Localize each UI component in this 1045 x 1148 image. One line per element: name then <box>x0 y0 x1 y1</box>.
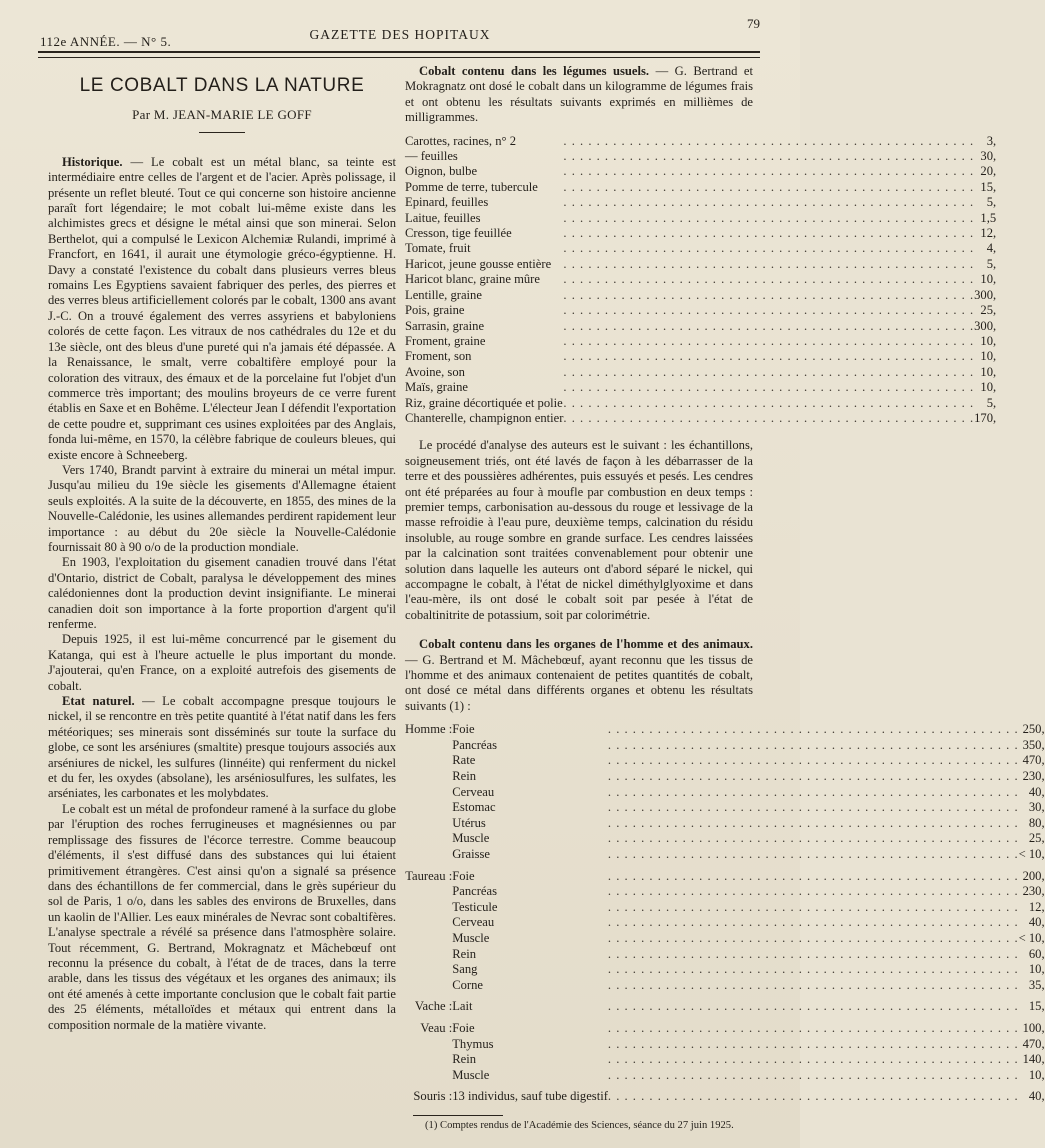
legume-name: Lentille, graine <box>405 287 482 302</box>
legume-value: 170, <box>974 410 997 425</box>
legume-row <box>405 272 996 287</box>
legume-value: 10, <box>980 380 997 395</box>
organ-value: 40, <box>1028 784 1045 799</box>
legume-row <box>405 164 996 179</box>
leader-dots: . . . . . . . . . . . . . . . . . . . . . . . . . . . . . . . . . . . . . . . . . . . . . . . . . . <box>607 915 1019 930</box>
organ-row <box>405 785 1045 801</box>
legume-row <box>405 195 996 210</box>
leader-dots: . . . . . . . . . . . . . . . . . . . . . . . . . . . . . . . . . . . . . . . . . . . . . . . . . . <box>607 962 1019 977</box>
organ-value: 35, <box>1028 977 1045 992</box>
legume-value: 25, <box>980 303 997 318</box>
legume-name: Tomate, fruit <box>405 241 471 256</box>
legume-row <box>405 180 996 195</box>
organ-group: Veau : <box>420 1020 453 1035</box>
leader-dots: . . . . . . . . . . . . . . . . . . . . . . . . . . . . . . . . . . . . . . . . . . . . . . . . . . <box>607 1036 1019 1051</box>
leader-dots: . . . . . . . . . . . . . . . . . . . . . . . . . . . . . . . . . . . . . . . . . . . . . . . . . . <box>607 977 1019 992</box>
legume-name: Epinard, feuilles <box>405 195 489 210</box>
historique-paragraph-4: Depuis 1925, il est lui-même concurrencé par le gisement du Katanga, qui est à l'heure actuelle le plus important du monde. J'ajouterai, qu'en France, on a exploité autrefois des gisements de cobalt. <box>48 632 396 693</box>
organ-value: 10, <box>1028 1067 1045 1082</box>
procede-paragraph: Le procédé d'analyse des auteurs est le suivant : les échantillons, soigneusement triés, ont été lavés de façon à les débarrasser de la terre et des poussières adhérentes, puis essuyés et pesés. Les cendres ont été préparées au four à moufle par combustion en deux temps : premier temps, carbonisation au-dessous du rouge et lessivage de la masse refroidie à l'eau pure, deuxième temps, calcination du résidu insoluble, au rouge sombre en grande surface. Les cendres laissées par la calcination sont traitées convenablement pour obtenir une solution dans laquelle les auteurs ont d'abord séparé le nickel, qui accompagne le cobalt, à l'état de nickel diméthylglyoxime et dans l'eau-mère, ils ont dosé le cobalt soit par pesée à l'état de cobaltinitrite de potassium, soit par colorimétrie. <box>405 438 753 622</box>
footnote-rule <box>413 1115 503 1116</box>
leader-dots: . . . . . . . . . . . . . . . . . . . . . . . . . . . . . . . . . . . . . . . . . . . . . . . . . . <box>607 769 1019 784</box>
legume-value: 5, <box>986 195 997 210</box>
etat-text-1: — Le cobalt accompagne presque toujours le nickel, il se rencontre en très petite quantité à l'état natif dans les fers météoriques; ses minerais sont disséminés sur toute la surface du globe, ce sont les arséniures (smaltite) presque toujours associés aux arséniures de nickel, les sulfures (linnéite) qui renferment du nickel et du fer, les oxydes (absolane), les arséniosulfures, les sulfates, les arséniates, les carbonates et les molybdates. <box>48 694 396 801</box>
leader-dots: . . . . . . . . . . . . . . . . . . . . . . . . . . . . . . . . . . . . . . . . . . . . . . . . . . <box>563 241 975 256</box>
organ-row <box>405 863 1045 885</box>
organ-row <box>405 947 1045 963</box>
article-title: LE COBALT DANS LA NATURE <box>79 75 365 96</box>
organ-row <box>405 1037 1045 1053</box>
organ-group <box>405 800 452 816</box>
organ-group <box>405 1068 452 1084</box>
header-rule-thin <box>38 57 760 58</box>
article-author: Par M. JEAN-MARIE LE GOFF <box>132 107 312 123</box>
organ-group <box>405 1037 452 1053</box>
organ-row <box>405 931 1045 947</box>
journal-title: GAZETTE DES HOPITAUX <box>309 27 491 42</box>
leader-dots: . . . . . . . . . . . . . . . . . . . . . . . . . . . . . . . . . . . . . . . . . . . . . . . . . . <box>563 133 975 148</box>
organ-row <box>405 915 1045 931</box>
organ-group <box>405 847 452 863</box>
leader-dots: . . . . . . . . . . . . . . . . . . . . . . . . . . . . . . . . . . . . . . . . . . . . . . . . . . <box>607 868 1019 883</box>
organes-intro-text: — G. Bertrand et M. Mâchebœuf, ayant reconnu que les tissus de l'homme et des animaux contenaient de petites quantités de cobalt, ont dosé ce métal dans différents organes et obtenu les résultats suivants (1) : <box>405 652 753 713</box>
leader-dots: . . . . . . . . . . . . . . . . . . . . . . . . . . . . . . . . . . . . . . . . . . . . . . . . . . <box>563 364 975 379</box>
legume-value: 10, <box>980 349 997 364</box>
organ-value: 470, <box>1022 753 1045 768</box>
organ-name: Rein <box>452 1052 477 1067</box>
legume-name: — feuilles <box>405 149 458 164</box>
leader-dots: . . . . . . . . . . . . . . . . . . . . . . . . . . . . . . . . . . . . . . . . . . . . . . . . . . <box>607 1052 1019 1067</box>
legume-row <box>405 411 996 426</box>
organ-name: Sang <box>452 962 478 977</box>
organ-name: 13 individus, sauf tube digestif <box>452 1089 608 1104</box>
organ-value: 40, <box>1028 1089 1045 1104</box>
leader-dots: . . . . . . . . . . . . . . . . . . . . . . . . . . . . . . . . . . . . . . . . . . . . . . . . . . <box>607 800 1019 815</box>
organ-row <box>405 738 1045 754</box>
organ-group <box>405 769 452 785</box>
legume-value: 20, <box>980 164 997 179</box>
legume-row <box>405 303 996 318</box>
organ-value: 470, <box>1022 1036 1045 1051</box>
organ-row <box>405 1068 1045 1084</box>
organ-group <box>405 915 452 931</box>
organ-value: 60, <box>1028 946 1045 961</box>
leader-dots: . . . . . . . . . . . . . . . . . . . . . . . . . . . . . . . . . . . . . . . . . . . . . . . . . . <box>607 899 1019 914</box>
leader-dots: . . . . . . . . . . . . . . . . . . . . . . . . . . . . . . . . . . . . . . . . . . . . . . . . . . <box>563 410 975 425</box>
section-heading-organes: Cobalt contenu dans les organes de l'homme et des animaux. <box>419 637 753 652</box>
etat-paragraph-2: Le cobalt est un métal de profondeur ramené à la surface du globe par l'éruption des roches ferrugineuses et magnésiennes ou par remplissage des fissures de l'écorce terrestre. Comme beaucoup d'éléments, il s'est diffusé dans des substances qui lui étaient primitivement étrangères. C'est ainsi qu'on a signalé sa présence dans des échantillons de fer commercial, dans le grès supérieur du sol de Paris, 1 o/o, dans les sables des environs de Bruxelles, dans un kaolin de l'Allier. Les eaux minérales de Nevrac sont cobaltifères. L'analyse spectrale a révélé sa présence dans l'atmosphère solaire. Tout récemment, G. Bertrand, Mokragnatz et Mâchebœuf ont reconnu la présence du cobalt, à l'état de de traces, dans la terre arable, dans les tissus des végétaux et les organes des animaux; ils ont été amenés à cette importante conclusion que le cobalt fait partie des 25 éléments, métalloïdes et métaux qui entrent dans la composition normale de la matière vivante. <box>48 801 396 1032</box>
organ-group <box>405 947 452 963</box>
legume-name: Froment, graine <box>405 333 486 348</box>
legume-value: 12, <box>980 226 997 241</box>
organ-value: 200, <box>1022 868 1045 883</box>
section-heading-etat-naturel: Etat naturel. <box>62 694 135 709</box>
legume-row <box>405 149 996 164</box>
organ-name: Muscle <box>452 1067 490 1082</box>
organ-name: Lait <box>452 999 473 1014</box>
leader-dots: . . . . . . . . . . . . . . . . . . . . . . . . . . . . . . . . . . . . . . . . . . . . . . . . . . <box>607 999 1019 1014</box>
legume-row <box>405 134 996 149</box>
section-heading-historique: Historique. <box>62 154 123 169</box>
organ-value: 10, <box>1028 962 1045 977</box>
leader-dots: . . . . . . . . . . . . . . . . . . . . . . . . . . . . . . . . . . . . . . . . . . . . . . . . . . <box>607 847 1019 861</box>
legume-row <box>405 365 996 380</box>
legume-name: Cresson, tige feuillée <box>405 226 512 241</box>
leader-dots: . . . . . . . . . . . . . . . . . . . . . . . . . . . . . . . . . . . . . . . . . . . . . . . . . . <box>607 784 1019 799</box>
organ-group <box>405 884 452 900</box>
organ-group: Taureau : <box>405 868 453 883</box>
legume-row <box>405 349 996 364</box>
organ-name: Foie <box>452 868 475 883</box>
legume-value: 4, <box>986 241 997 256</box>
right-column <box>405 64 1045 1133</box>
legume-row <box>405 288 996 303</box>
organ-name: Testicule <box>452 899 498 914</box>
legume-row <box>405 241 996 256</box>
legume-row <box>405 257 996 272</box>
leader-dots: . . . . . . . . . . . . . . . . . . . . . . . . . . . . . . . . . . . . . . . . . . . . . . . . . . <box>607 815 1019 830</box>
organ-group: Souris : <box>413 1089 453 1104</box>
legume-value: 300, <box>974 287 997 302</box>
legumes-table <box>405 134 996 427</box>
organ-group <box>405 900 452 916</box>
organ-name: Rate <box>452 753 476 768</box>
organ-value: < 10, <box>1018 847 1045 861</box>
organ-row <box>405 831 1045 847</box>
legume-name: Pois, graine <box>405 303 465 318</box>
legume-name: Pomme de terre, tubercule <box>405 179 538 194</box>
organ-value: 15, <box>1028 999 1045 1014</box>
organ-group: Vache : <box>414 999 453 1014</box>
organ-group <box>405 962 452 978</box>
page-number: 79 <box>747 16 760 31</box>
section-heading-legumes: Cobalt contenu dans les légumes usuels. <box>419 64 650 78</box>
organ-name: Thymus <box>452 1036 494 1051</box>
organ-name: Foie <box>452 722 475 737</box>
organ-group <box>405 1052 452 1068</box>
organ-value: 230, <box>1022 884 1045 899</box>
organ-row <box>405 769 1045 785</box>
etat-paragraph-1 <box>48 694 396 802</box>
leader-dots: . . . . . . . . . . . . . . . . . . . . . . . . . . . . . . . . . . . . . . . . . . . . . . . . . . <box>607 946 1019 961</box>
legume-row <box>405 226 996 241</box>
legume-value: 1,5 <box>980 210 997 225</box>
leader-dots: . . . . . . . . . . . . . . . . . . . . . . . . . . . . . . . . . . . . . . . . . . . . . . . . . . <box>563 179 975 194</box>
leader-dots: . . . . . . . . . . . . . . . . . . . . . . . . . . . . . . . . . . . . . . . . . . . . . . . . . . <box>607 722 1019 737</box>
legume-value: 15, <box>980 179 997 194</box>
legume-value: 5, <box>986 395 997 410</box>
organes-table <box>405 722 1045 1105</box>
leader-dots: . . . . . . . . . . . . . . . . . . . . . . . . . . . . . . . . . . . . . . . . . . . . . . . . . . <box>607 930 1019 945</box>
legume-row <box>405 334 996 349</box>
organ-name: Utérus <box>452 815 486 830</box>
leader-dots: . . . . . . . . . . . . . . . . . . . . . . . . . . . . . . . . . . . . . . . . . . . . . . . . . . <box>563 210 975 225</box>
historique-paragraph-2: Vers 1740, Brandt parvint à extraire du minerai un métal impur. Jusqu'au milieu du 19e siècle les gisements d'Allemagne étaient seuls exploités. A la suite de la découverte, en 1855, des mines de la Nouvelle-Calédonie, les usines allemandes perdirent rapidement leur importance : au début du 20e siècle la Nouvelle-Calédonie fournissait 80 à 90 o/o de la production mondiale. <box>48 462 396 554</box>
legume-name: Sarrasin, graine <box>405 318 485 333</box>
organ-value: 100, <box>1022 1020 1045 1035</box>
legume-value: 3, <box>986 133 997 148</box>
organ-row <box>405 993 1045 1015</box>
leader-dots: . . . . . . . . . . . . . . . . . . . . . . . . . . . . . . . . . . . . . . . . . . . . . . . . . . <box>607 831 1019 846</box>
leader-dots: . . . . . . . . . . . . . . . . . . . . . . . . . . . . . . . . . . . . . . . . . . . . . . . . . . <box>563 380 975 395</box>
leader-dots: . . . . . . . . . . . . . . . . . . . . . . . . . . . . . . . . . . . . . . . . . . . . . . . . . . <box>563 149 975 164</box>
legume-value: 300, <box>974 318 997 333</box>
organ-row <box>405 884 1045 900</box>
organ-group <box>405 785 452 801</box>
leader-dots: . . . . . . . . . . . . . . . . . . . . . . . . . . . . . . . . . . . . . . . . . . . . . . . . . . <box>563 349 975 364</box>
legume-name: Froment, son <box>405 349 472 364</box>
organ-group <box>405 738 452 754</box>
legume-value: 10, <box>980 333 997 348</box>
leader-dots: . . . . . . . . . . . . . . . . . . . . . . . . . . . . . . . . . . . . . . . . . . . . . . . . . . <box>607 1089 1019 1104</box>
legume-name: Haricot blanc, graine mûre <box>405 272 540 287</box>
organ-row <box>405 978 1045 994</box>
leader-dots: . . . . . . . . . . . . . . . . . . . . . . . . . . . . . . . . . . . . . . . . . . . . . . . . . . <box>563 272 975 287</box>
leader-dots: . . . . . . . . . . . . . . . . . . . . . . . . . . . . . . . . . . . . . . . . . . . . . . . . . . <box>563 195 975 210</box>
organ-group <box>405 753 452 769</box>
legume-name: Chanterelle, champignon entier <box>405 410 564 425</box>
organ-value: 250, <box>1022 722 1045 737</box>
leader-dots: . . . . . . . . . . . . . . . . . . . . . . . . . . . . . . . . . . . . . . . . . . . . . . . . . . <box>607 1020 1019 1035</box>
organ-name: Rein <box>452 946 477 961</box>
leader-dots: . . . . . . . . . . . . . . . . . . . . . . . . . . . . . . . . . . . . . . . . . . . . . . . . . . <box>563 395 975 410</box>
organ-value: 25, <box>1028 831 1045 846</box>
legume-row <box>405 380 996 395</box>
organ-group <box>405 931 452 947</box>
organ-name: Muscle <box>452 930 490 945</box>
legume-name: Maïs, graine <box>405 380 468 395</box>
legumes-intro-text: — G. Bertrand et Mokragnatz ont dosé le cobalt dans un kilogramme de légumes frais et ont obtenu les résultats suivants exprimés en millièmes de milligrammes. <box>405 64 753 125</box>
historique-paragraph-1 <box>48 155 396 463</box>
historique-paragraph-3: En 1903, l'exploitation du gisement canadien trouvé dans l'état d'Ontario, district de Cobalt, paralysa le développement des mines calédoniennes dont la production devint insignifiante. Le minerai canadien doit son importance à la forte proportion d'argent qu'il renferme. <box>48 555 396 631</box>
organ-name: Graisse <box>452 847 491 861</box>
organ-value: 350, <box>1022 737 1045 752</box>
legume-name: Riz, graine décortiquée et polie <box>405 395 563 410</box>
left-column <box>48 64 396 1033</box>
legume-value: 5, <box>986 256 997 271</box>
organ-name: Cerveau <box>452 915 495 930</box>
historique-text-1: — Le cobalt est un métal blanc, sa teinte est intermédiaire entre celles de l'argent et de l'acier. Après polissage, il présente un reflet bleuté. Tout ce qui concerne son histoire ancienne paraît fort légendaire; le mot cobalt lui-même existe dans les alchimistes grecs et désigne le métal ainsi que son minerai. Selon Berthelot, qui a compulsé le Lexicon Alchemiæ Rulandi, imprimé à Francfort, en 1641, il aurait une étymologie gréco-égyptienne. H. Davy a constaté l'existence du cobalt dans plusieurs verres bleus romains Les Egyptiens savaient fabriquer des perles, des pierres et des verres bleus artificiellement colorés par le cobalt, 1300 ans avant J.-C. On a trouvé également des verres assyriens et babyloniens colorés de cette façon. Les vitraux de nos cathédrales du 12e et du 13e siècle, ont des bleus d'une pureté qui n'a jamais été dépassée. A la Renaissance, le smalt, verre cobaltifère employé pour la coloration des vitraux, des émaux et de la porcelaine fut l'objet d'un commerce très important; des moulins broyeurs de ce verre furent établis en Saxe et en Bohême. L'électeur Jean I défendit l'exportation de cette poudre et, supprimant ces usines exploitées par des Anglais, fonda lui-même, en 1570, la célèbre fabrique de couleurs bleues, qui existe encore à Schneeberg. <box>48 154 396 462</box>
legume-row <box>405 396 996 411</box>
legume-name: Laitue, feuilles <box>405 210 481 225</box>
organ-value: 80, <box>1028 815 1045 830</box>
organ-group <box>405 831 452 847</box>
leader-dots: . . . . . . . . . . . . . . . . . . . . . . . . . . . . . . . . . . . . . . . . . . . . . . . . . . <box>607 1067 1019 1082</box>
legume-value: 10, <box>980 364 997 379</box>
organ-row <box>405 1052 1045 1068</box>
organ-value: 40, <box>1028 915 1045 930</box>
leader-dots: . . . . . . . . . . . . . . . . . . . . . . . . . . . . . . . . . . . . . . . . . . . . . . . . . . <box>607 753 1019 768</box>
organ-row <box>405 816 1045 832</box>
leader-dots: . . . . . . . . . . . . . . . . . . . . . . . . . . . . . . . . . . . . . . . . . . . . . . . . . . <box>563 226 975 241</box>
organ-name: Cerveau <box>452 784 495 799</box>
organ-name: Muscle <box>452 831 490 846</box>
organ-group <box>405 816 452 832</box>
organ-value: 230, <box>1022 769 1045 784</box>
leader-dots: . . . . . . . . . . . . . . . . . . . . . . . . . . . . . . . . . . . . . . . . . . . . . . . . . . <box>563 256 975 271</box>
legume-value: 10, <box>980 272 997 287</box>
leader-dots: . . . . . . . . . . . . . . . . . . . . . . . . . . . . . . . . . . . . . . . . . . . . . . . . . . <box>607 737 1019 752</box>
organ-name: Estomac <box>452 800 496 815</box>
legume-row <box>405 211 996 226</box>
legume-name: Oignon, bulbe <box>405 164 478 179</box>
organ-row <box>405 900 1045 916</box>
leader-dots: . . . . . . . . . . . . . . . . . . . . . . . . . . . . . . . . . . . . . . . . . . . . . . . . . . <box>563 333 975 348</box>
organ-row <box>405 722 1045 738</box>
leader-dots: . . . . . . . . . . . . . . . . . . . . . . . . . . . . . . . . . . . . . . . . . . . . . . . . . . <box>563 287 975 302</box>
organ-name: Pancréas <box>452 737 497 752</box>
legume-row <box>405 319 996 334</box>
issue-number: 112e ANNÉE. — N° 5. <box>40 34 172 49</box>
organ-row <box>405 962 1045 978</box>
legume-value: 30, <box>980 149 997 164</box>
legume-name: Avoine, son <box>405 364 465 379</box>
legumes-intro-paragraph <box>405 64 753 126</box>
organ-row <box>405 753 1045 769</box>
organ-value: 30, <box>1028 800 1045 815</box>
legume-name: Carottes, racines, n° 2 <box>405 133 517 148</box>
organ-row <box>405 1083 1045 1105</box>
organ-name: Foie <box>452 1020 475 1035</box>
organ-group <box>405 978 452 994</box>
running-header <box>40 16 760 49</box>
leader-dots: . . . . . . . . . . . . . . . . . . . . . . . . . . . . . . . . . . . . . . . . . . . . . . . . . . <box>563 303 975 318</box>
organ-value: 140, <box>1022 1052 1045 1067</box>
header-rule-thick <box>38 51 760 53</box>
footnote: (1) Comptes rendus de l'Académie des Sciences, séance du 27 juin 1925. <box>425 1119 734 1131</box>
organ-row <box>405 847 1045 863</box>
leader-dots: . . . . . . . . . . . . . . . . . . . . . . . . . . . . . . . . . . . . . . . . . . . . . . . . . . <box>607 884 1019 899</box>
organ-value: 12, <box>1028 899 1045 914</box>
organ-name: Rein <box>452 769 477 784</box>
organ-row <box>405 1015 1045 1037</box>
organ-name: Corne <box>452 977 484 992</box>
organ-value: < 10, <box>1018 930 1045 945</box>
title-separator <box>199 132 245 133</box>
organ-group: Homme : <box>405 722 453 737</box>
organ-row <box>405 800 1045 816</box>
leader-dots: . . . . . . . . . . . . . . . . . . . . . . . . . . . . . . . . . . . . . . . . . . . . . . . . . . <box>563 318 975 333</box>
legume-name: Haricot, jeune gousse entière <box>405 256 552 271</box>
organes-intro-paragraph <box>405 637 753 714</box>
organ-name: Pancréas <box>452 884 497 899</box>
leader-dots: . . . . . . . . . . . . . . . . . . . . . . . . . . . . . . . . . . . . . . . . . . . . . . . . . . <box>563 164 975 179</box>
